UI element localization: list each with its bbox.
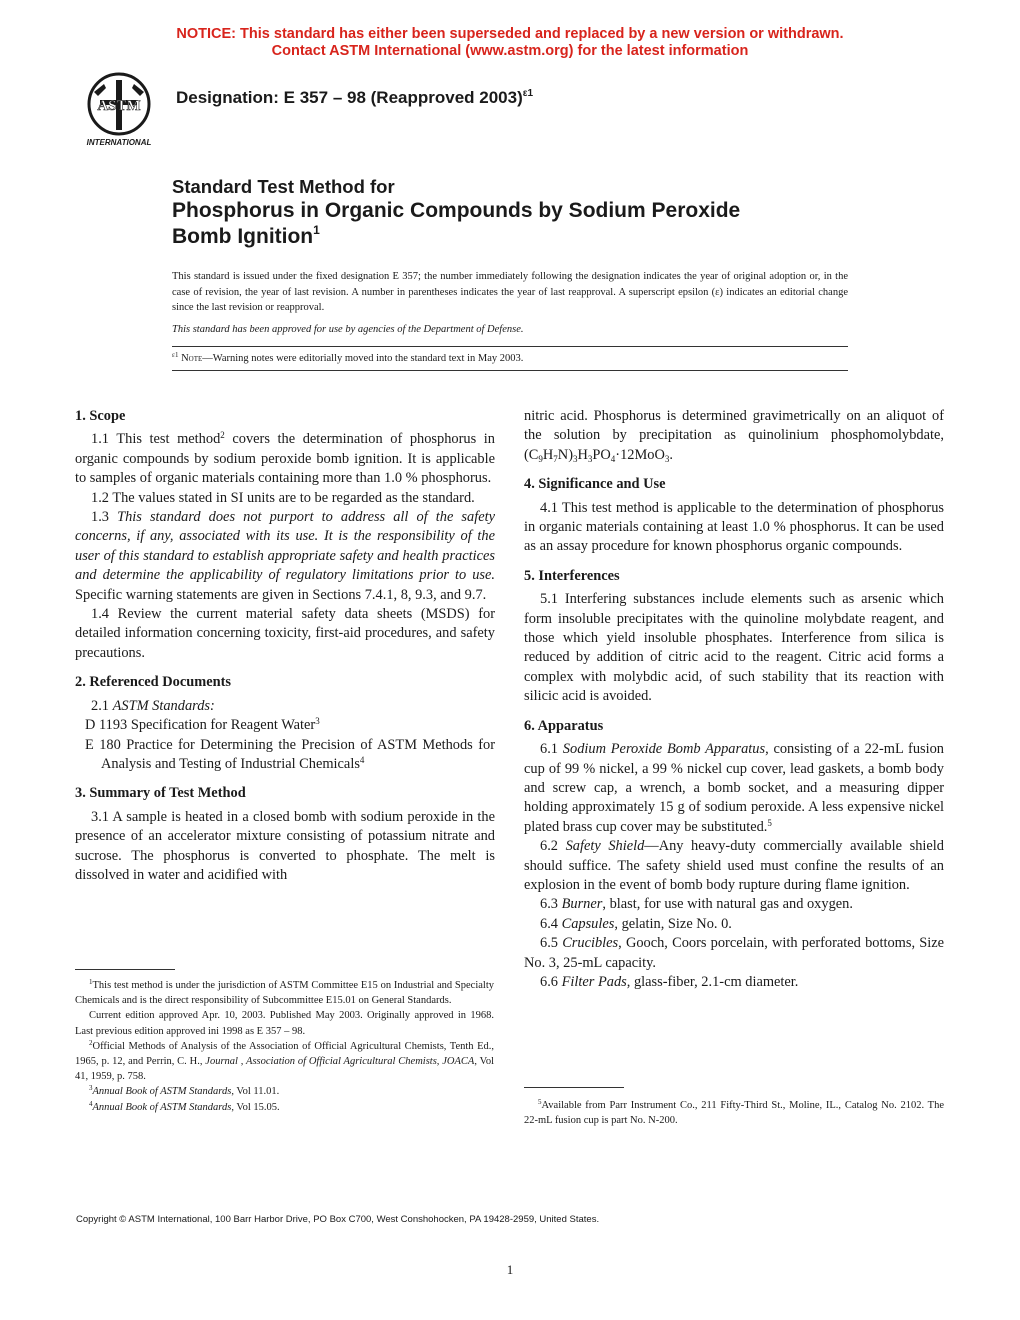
logo-text: ASTM xyxy=(97,98,141,114)
dod-approval-note: This standard has been approved for use by agencies of the Department of Defense. xyxy=(172,324,524,335)
paragraph-4-1: 4.1 This test method is applicable to the determination of phosphorus in organic materials containing at least 1.0 % phosphorus. It can be used as an assay procedure for known phosphorus organic compounds. xyxy=(524,499,944,555)
header-divider-bottom xyxy=(172,370,848,371)
document-title xyxy=(172,176,740,252)
footnotes-right xyxy=(524,1098,944,1128)
section-heading-interferences: 5. Interferences xyxy=(524,567,620,584)
footnote-rule-left xyxy=(75,969,175,970)
paragraph-3-1-continued: nitric acid. Phosphorus is determined gravimetrically on an aliquot of the solution by precipitation as quinolinium phosphomolybdate, $(C_9H_7N)_3H_3PO_4\cdot 12MoO_3$. xyxy=(524,408,944,464)
reference-d1193: D 1193 Specification for Reagent Water$^3$ xyxy=(85,716,320,734)
footnotes-left xyxy=(75,978,494,1115)
section-heading-apparatus: 6. Apparatus xyxy=(524,717,604,734)
designation xyxy=(176,88,533,108)
paragraph-6-2: 6.2 Safety Shield—Any heavy-duty commercially available shield should suffice. The safety shield used must confine the results of an explosion in the event of bomb body rupture during flame ignition. xyxy=(524,838,944,893)
footnote-4: $^4$Annual Book of ASTM Standards, Vol 15.05. xyxy=(89,1099,280,1113)
paragraph-6-4: 6.4 Capsules, gelatin, Size No. 0. xyxy=(540,915,732,932)
paragraph-5-1: 5.1 Interfering substances include elements such as arsenic which form insoluble precipitates with the quinoline molybdate reagent, and those which yield insoluble phosphates. Interference from silica is reduced by addition of citric acid to the reagent. Citric acid forms a complex with molybdic acid, of such stability that its reaction with silicic acid is avoided. xyxy=(524,591,944,705)
page-number: 1 xyxy=(506,1262,514,1277)
paragraph-1-2: 1.2 The values stated in SI units are to be regarded as the standard. xyxy=(91,489,475,506)
left-column xyxy=(75,407,495,885)
title-line-2: Phosphorus in Organic Compounds by Sodium Peroxide xyxy=(172,199,741,222)
paragraph-3-1: 3.1 A sample is heated in a closed bomb with sodium peroxide in the presence of an accelerator mixture consisting of potassium nitrate and sucrose. The phosphorus is converted to phosphate. The melt is dissolved in water and acidified with xyxy=(75,808,495,883)
paragraph-1-3: 1.3 This standard does not purport to address all of the safety concerns, if any, associated with its use. It is the responsibility of the user of this standard to establish appropriate safety and health practices and determine the applicability of regulatory limitations prior to use. Specific warning statements are given in Sections 7.4.1, 8, 9.3, and 9.7. xyxy=(75,509,495,603)
editorial-note: $^{\varepsilon 1}$ Note—Warning notes were editorially moved into the standard text in May 2003. xyxy=(172,351,524,364)
notice-line-1: NOTICE: This standard has either been superseded and replaced by a new version or withdrawn. xyxy=(176,26,844,42)
withdrawal-notice xyxy=(0,26,1020,60)
paragraph-1-4: 1.4 Review the current material safety data sheets (MSDS) for detailed information concerning toxicity, first-aid procedures, and safety precautions. xyxy=(75,606,495,661)
notice-line-2: Contact ASTM International (www.astm.org) for the latest information xyxy=(271,43,749,59)
reference-e180: E 180 Practice for Determining the Precision of ASTM Methods for Analysis and Testing of Industrial Chemicals$^4$ xyxy=(85,736,495,772)
paragraph-6-5: 6.5 Crucibles, Gooch, Coors porcelain, with perforated bottoms, Size No. 3, 25-mL capacity. xyxy=(524,935,945,971)
logo-subtext: INTERNATIONAL xyxy=(86,138,152,147)
title-line-1: Standard Test Method for xyxy=(172,176,395,197)
astm-logo-icon xyxy=(76,70,162,150)
header-divider-top xyxy=(172,346,848,347)
section-heading-summary: 3. Summary of Test Method xyxy=(75,785,246,802)
paragraph-6-1: 6.1 Sodium Peroxide Bomb Apparatus, consisting of a 22-mL fusion cup of 99 % nickel, a 99 % nickel cup cover, lead gaskets, a bomb body and screw cap, a wrench, a bomb socket, and a measuring dipper holding approximately 15 g of sodium peroxide. A less expensive nickel plated brass cup cover may be substituted.$^5$ xyxy=(524,741,945,835)
right-column xyxy=(524,407,944,992)
section-heading-significance: 4. Significance and Use xyxy=(524,476,666,493)
paragraph-1-1: 1.1 This test method$^2$ covers the determination of phosphorus in organic compounds by sodium peroxide bomb ignition. It is applicable to samples of organic materials containing more than 1.0 % phosphorus. xyxy=(75,430,495,487)
copyright-line: Copyright © ASTM International, 100 Barr Harbor Drive, PO Box C700, West Conshohocken, PA 19428-2959, United States. xyxy=(76,1214,600,1225)
designation-sup: ε1 xyxy=(522,88,534,99)
paragraph-2-1: 2.1 ASTM Standards: xyxy=(91,697,215,714)
footnote-3: $^3$Annual Book of ASTM Standards, Vol 11.01. xyxy=(89,1084,280,1098)
footnote-1: $^1$This test method is under the jurisdiction of ASTM Committee E15 on Industrial and Specialty Chemicals and is the direct responsibility of Subcommittee E15.01 on General Standards. xyxy=(75,978,494,1007)
section-heading-scope: 1. Scope xyxy=(75,408,126,424)
footnote-2: $^2$Official Methods of Analysis of the Association of Official Agricultural Chemists, Tenth Ed., 1965, p. 12, and Perrin, C. H., Journal , Association of Official Agricultural Chemists, JOACA, Vol 41, 1959, p. 758. xyxy=(75,1038,494,1083)
standard-info-paragraph: This standard is issued under the fixed designation E 357; the number immediately following the designation indicates the year of original adoption or, in the case of revision, the year of last revision. A number in parentheses indicates the year of last reapproval. A superscript epsilon (ε) indicates an editorial change since the last revision or reapproval. xyxy=(172,271,848,313)
paragraph-6-6: 6.6 Filter Pads, glass-fiber, 2.1-cm diameter. xyxy=(540,973,799,990)
title-line-3: Bomb Ignition$^1$ xyxy=(172,223,320,248)
section-heading-referenced-documents: 2. Referenced Documents xyxy=(75,674,231,691)
paragraph-6-3: 6.3 Burner, blast, for use with natural gas and oxygen. xyxy=(540,896,853,913)
designation-text: Designation: E 357 – 98 (Reapproved 2003) xyxy=(176,88,523,107)
footnote-1-edition: Current edition approved Apr. 10, 2003. Published May 2003. Originally approved in 1968. Last previous edition approved ini 1998 as E 357 – 98. xyxy=(75,1010,494,1037)
footnote-rule-right xyxy=(524,1087,624,1088)
footnote-5: $^5$Available from Parr Instrument Co., 211 Fifty-Third St., Moline, IL., Catalog No. 2102. The 22-mL fusion cup is part No. N-200. xyxy=(524,1098,944,1127)
